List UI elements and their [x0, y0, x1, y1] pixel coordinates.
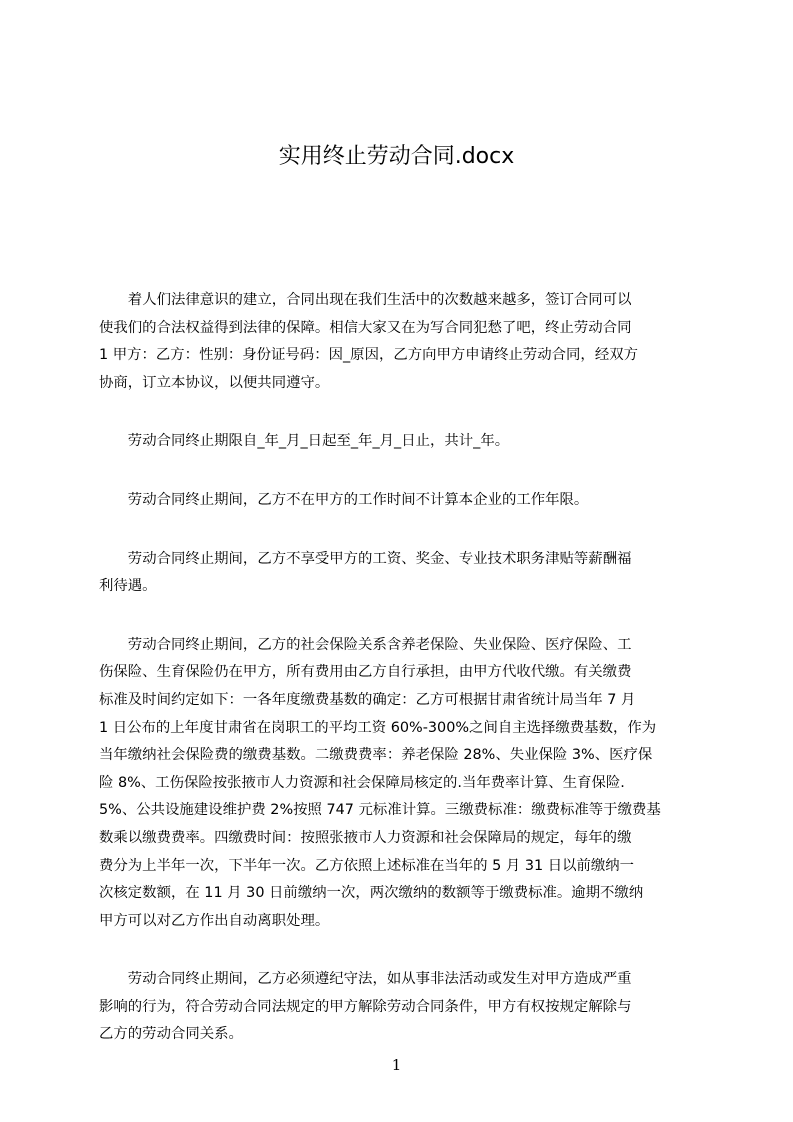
- paragraph-line: 1 日公布的上年度甘肃省在岗职工的平均工资 60%-300%之间自主选择缴费基数，作为: [99, 719, 657, 736]
- document-body: [99, 287, 699, 1049]
- paragraph-line: 次核定数额，在 11 月 30 日前缴纳一次，两次缴纳的数额等于缴费标准。逾期不缴纳: [99, 885, 644, 902]
- paragraph-line: 协商，订立本协议，以便共同遵守。: [99, 374, 330, 391]
- paragraph-line: 1 甲方：乙方：性别：身份证号码：因_原因，乙方向甲方申请终止劳动合同，经双方: [99, 347, 638, 364]
- paragraph-line: 当年缴纳社会保险费的缴费基数。二缴费费率：养老保险 28%、失业保险 3%、医疗保: [99, 747, 653, 764]
- paragraph-line: 使我们的合法权益得到法律的保障。相信大家又在为写合同犯愁了吧，终止劳动合同: [99, 319, 632, 336]
- paragraph-term: [99, 428, 699, 456]
- paragraph-line: 险 8%、工伤保险按张掖市人力资源和社会保障局核定的.当年费率计算、生育保险.: [99, 774, 625, 791]
- paragraph-line: 利待遇。: [99, 578, 157, 595]
- paragraph-line: 伤保险、生育保险仍在甲方，所有费用由乙方自行承担，由甲方代收代缴。有关缴费: [99, 664, 632, 681]
- paragraph-discipline: [99, 966, 699, 1049]
- paragraph-line: 劳动合同终止期间，乙方不享受甲方的工资、奖金、专业技术职务津贴等薪酬福: [127, 550, 632, 567]
- paragraph-line: 标准及时间约定如下：一各年度缴费基数的确定：乙方可根据甘肃省统计局当年 7 月: [99, 691, 636, 708]
- paragraph-line: 劳动合同终止期间，乙方必须遵纪守法，如从事非法活动或发生对甲方造成严重: [127, 971, 632, 988]
- paragraph-line: 劳动合同终止期限自_年_月_日起至_年_月_日止，共计_年。: [127, 433, 510, 450]
- paragraph-line: 乙方的劳动合同关系。: [99, 1026, 243, 1043]
- paragraph-line: 甲方可以对乙方作出自动离职处理。: [99, 912, 330, 929]
- paragraph-line: 劳动合同终止期间，乙方不在甲方的工作时间不计算本企业的工作年限。: [127, 491, 589, 508]
- paragraph-line: 影响的行为，符合劳动合同法规定的甲方解除劳动合同条件，甲方有权按规定解除与: [99, 998, 632, 1015]
- paragraph-line: 着人们法律意识的建立，合同出现在我们生活中的次数越来越多，签订合同可以: [127, 292, 632, 308]
- paragraph-line: 5%、公共设施建设维护费 2%按照 747 元标准计算。三缴费标准：缴费标准等于缴费基: [99, 802, 661, 819]
- paragraph-line: 劳动合同终止期间，乙方的社会保险关系含养老保险、失业保险、医疗保险、工: [127, 636, 632, 653]
- page-number: 1: [391, 1056, 402, 1074]
- document-title: 实用终止劳动合同.docx: [278, 144, 515, 169]
- paragraph-line: 费分为上半年一次，下半年一次。乙方依照上述标准在当年的 5 月 31 日以前缴纳一: [99, 857, 635, 874]
- paragraph-social-insurance: [99, 632, 699, 936]
- paragraph-line: 数乘以缴费费率。四缴费时间：按照张掖市人力资源和社会保障局的规定，每年的缴: [99, 829, 632, 846]
- paragraph-benefits: [99, 546, 699, 601]
- paragraph-working-years: [99, 487, 699, 515]
- paragraph-intro: [99, 287, 699, 397]
